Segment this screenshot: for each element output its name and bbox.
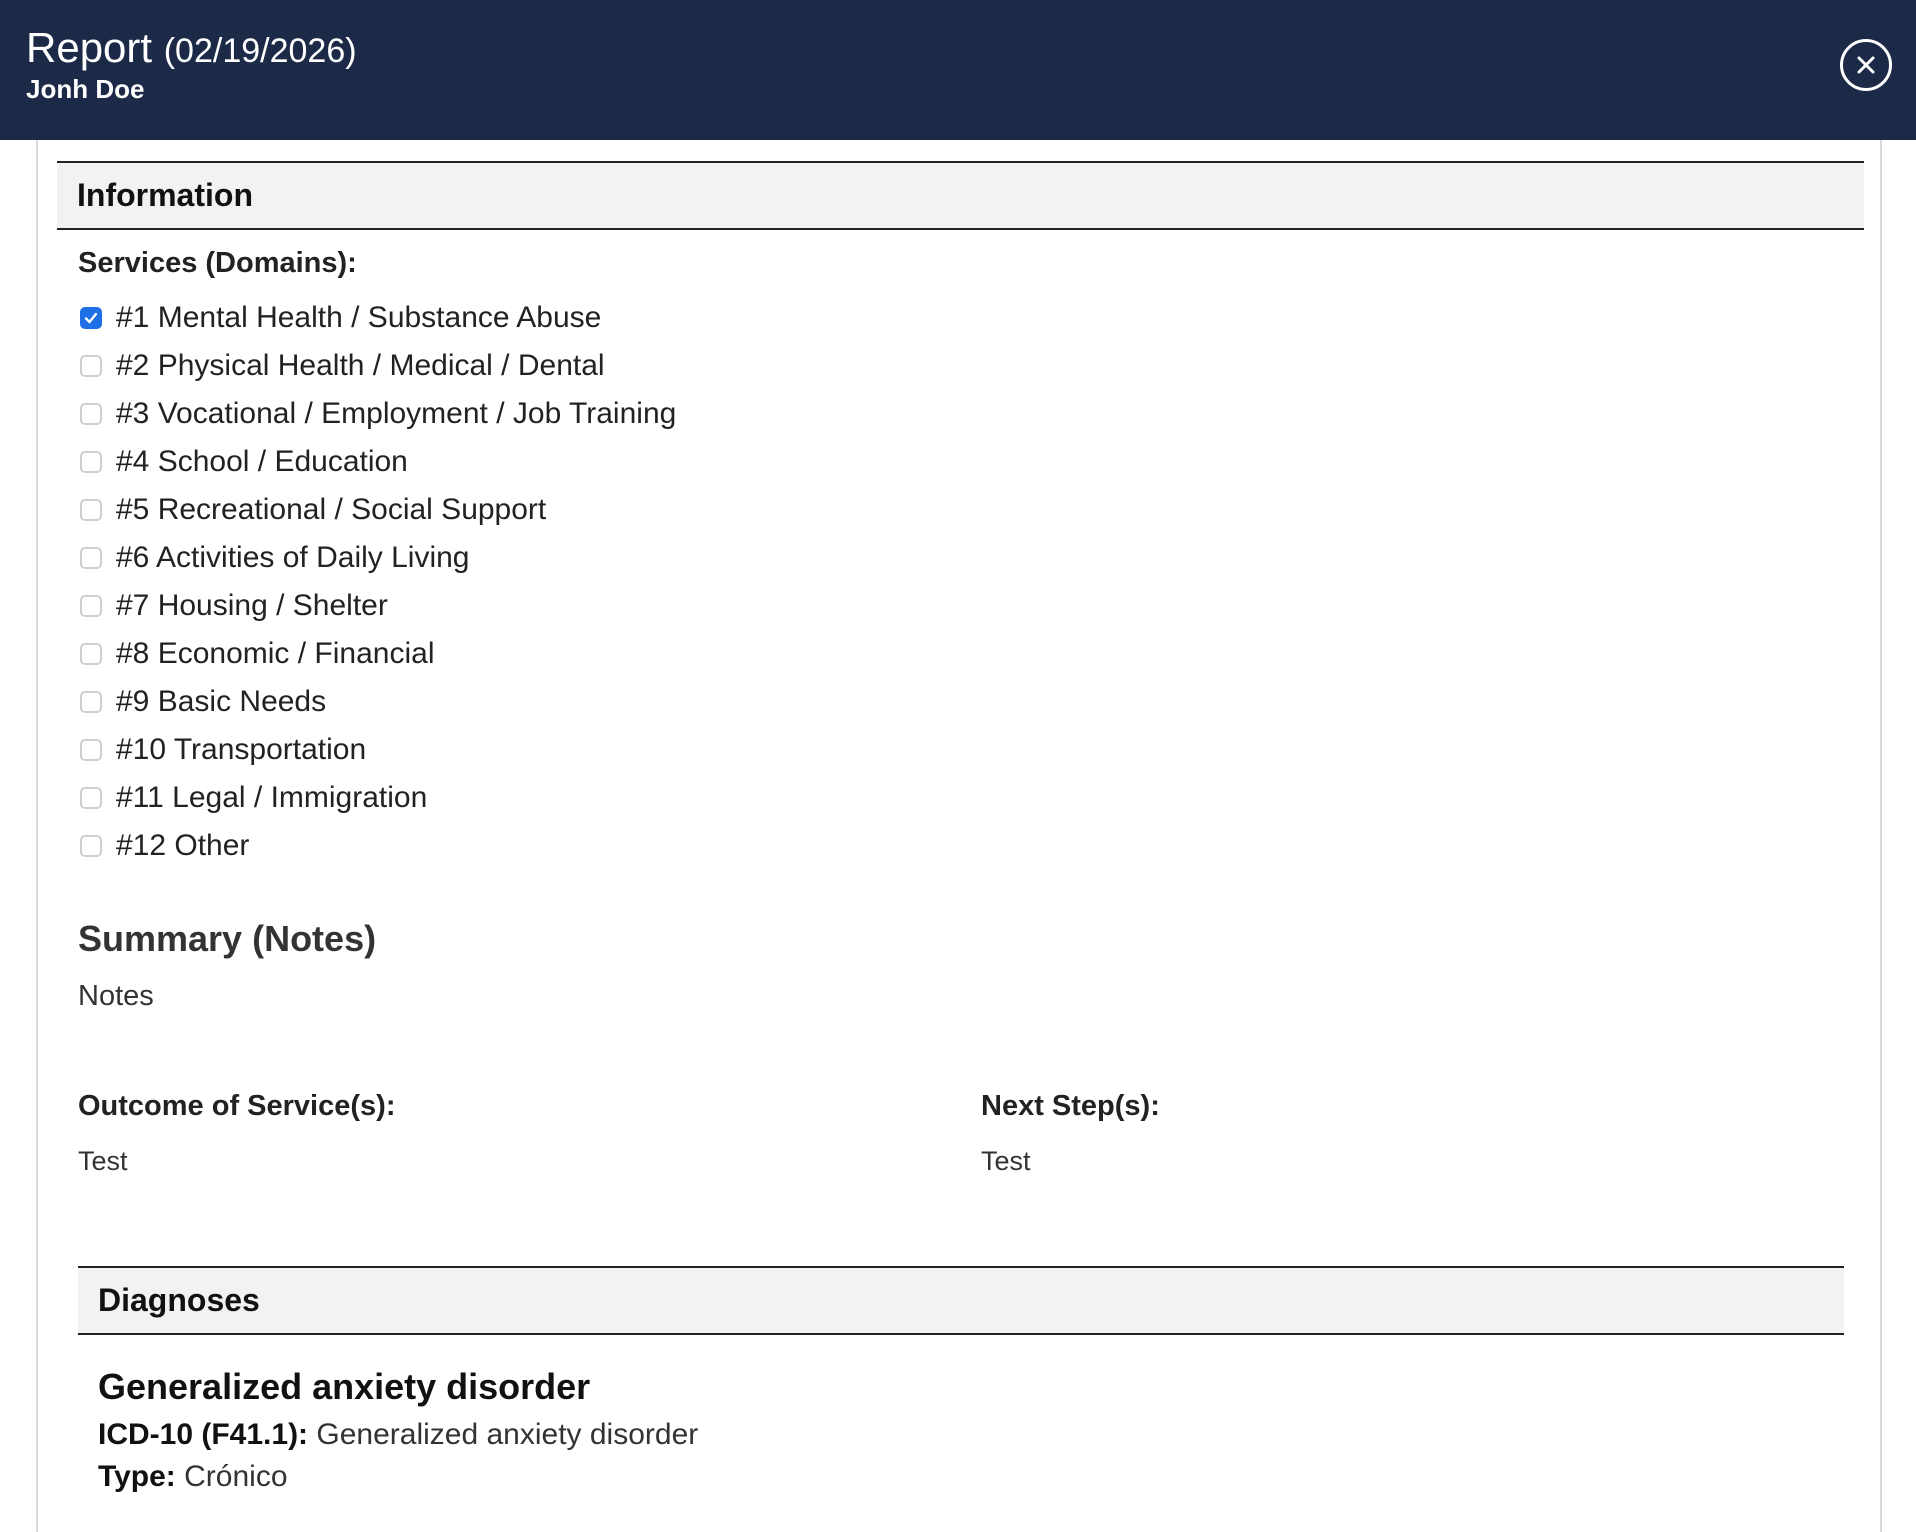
- service-checkbox-1[interactable]: [80, 307, 102, 329]
- diagnoses-section-header: [78, 1266, 1844, 1335]
- diagnosis-type-label: Type:: [98, 1460, 176, 1493]
- service-label-3: #3 Vocational / Employment / Job Training: [116, 397, 677, 430]
- service-label-2: #2 Physical Health / Medical / Dental: [116, 349, 605, 382]
- next-steps-value: Test: [981, 1146, 1031, 1176]
- diagnosis-title: Generalized anxiety disorder: [98, 1366, 591, 1407]
- report-title: [26, 22, 357, 77]
- service-label-9: #9 Basic Needs: [116, 685, 327, 718]
- content-right-border: [1880, 140, 1882, 1532]
- diagnoses-section-title: Diagnoses: [98, 1282, 260, 1318]
- summary-notes: Notes: [78, 980, 154, 1012]
- service-item-1[interactable]: [80, 294, 676, 342]
- service-item-11[interactable]: [80, 774, 676, 822]
- outcome-value: Test: [78, 1146, 128, 1176]
- service-checkbox-8[interactable]: [80, 643, 102, 665]
- diagnosis-icd-value: Generalized anxiety disorder: [316, 1418, 699, 1451]
- diagnosis-icd: [98, 1418, 698, 1452]
- service-checkbox-5[interactable]: [80, 499, 102, 521]
- report-header: [0, 0, 1916, 140]
- service-checkbox-11[interactable]: [80, 787, 102, 809]
- diagnosis-type: [98, 1460, 288, 1494]
- service-item-4[interactable]: [80, 438, 676, 486]
- service-checkbox-2[interactable]: [80, 355, 102, 377]
- checkmark-icon: [83, 310, 99, 326]
- service-item-5[interactable]: [80, 486, 676, 534]
- service-checkbox-9[interactable]: [80, 691, 102, 713]
- next-steps-label: Next Step(s):: [981, 1090, 1160, 1122]
- service-label-6: #6 Activities of Daily Living: [116, 541, 470, 574]
- diagnosis-icd-label: ICD-10 (F41.1):: [98, 1418, 309, 1451]
- service-item-7[interactable]: [80, 582, 676, 630]
- service-label-8: #8 Economic / Financial: [116, 637, 435, 670]
- service-label-11: #11 Legal / Immigration: [116, 781, 428, 814]
- service-checkbox-10[interactable]: [80, 739, 102, 761]
- content-left-border: [36, 140, 38, 1532]
- service-item-9[interactable]: [80, 678, 676, 726]
- close-icon: [1843, 42, 1889, 88]
- service-label-12: #12 Other: [116, 829, 250, 862]
- services-label: Services (Domains):: [78, 247, 357, 279]
- service-label-4: #4 School / Education: [116, 445, 408, 478]
- service-checkbox-12[interactable]: [80, 835, 102, 857]
- service-item-10[interactable]: [80, 726, 676, 774]
- service-checkbox-3[interactable]: [80, 403, 102, 425]
- patient-name: Jonh Doe: [26, 74, 145, 104]
- information-section-header: [57, 161, 1864, 230]
- information-section-title: Information: [77, 177, 253, 213]
- service-label-1: #1 Mental Health / Substance Abuse: [116, 301, 602, 334]
- service-checkbox-6[interactable]: [80, 547, 102, 569]
- services-checklist: [80, 294, 676, 870]
- summary-title: Summary (Notes): [78, 918, 377, 959]
- outcome-label: Outcome of Service(s):: [78, 1090, 396, 1122]
- service-item-8[interactable]: [80, 630, 676, 678]
- service-label-5: #5 Recreational / Social Support: [116, 493, 547, 526]
- service-item-2[interactable]: [80, 342, 676, 390]
- service-item-12[interactable]: [80, 822, 676, 870]
- report-date: (02/19/2026): [163, 32, 357, 70]
- service-checkbox-7[interactable]: [80, 595, 102, 617]
- close-button[interactable]: [1840, 39, 1892, 91]
- report-title-text: Report: [26, 24, 153, 71]
- service-checkbox-4[interactable]: [80, 451, 102, 473]
- diagnosis-type-value: Crónico: [184, 1460, 288, 1493]
- service-label-10: #10 Transportation: [116, 733, 367, 766]
- service-item-3[interactable]: [80, 390, 676, 438]
- service-label-7: #7 Housing / Shelter: [116, 589, 388, 622]
- service-item-6[interactable]: [80, 534, 676, 582]
